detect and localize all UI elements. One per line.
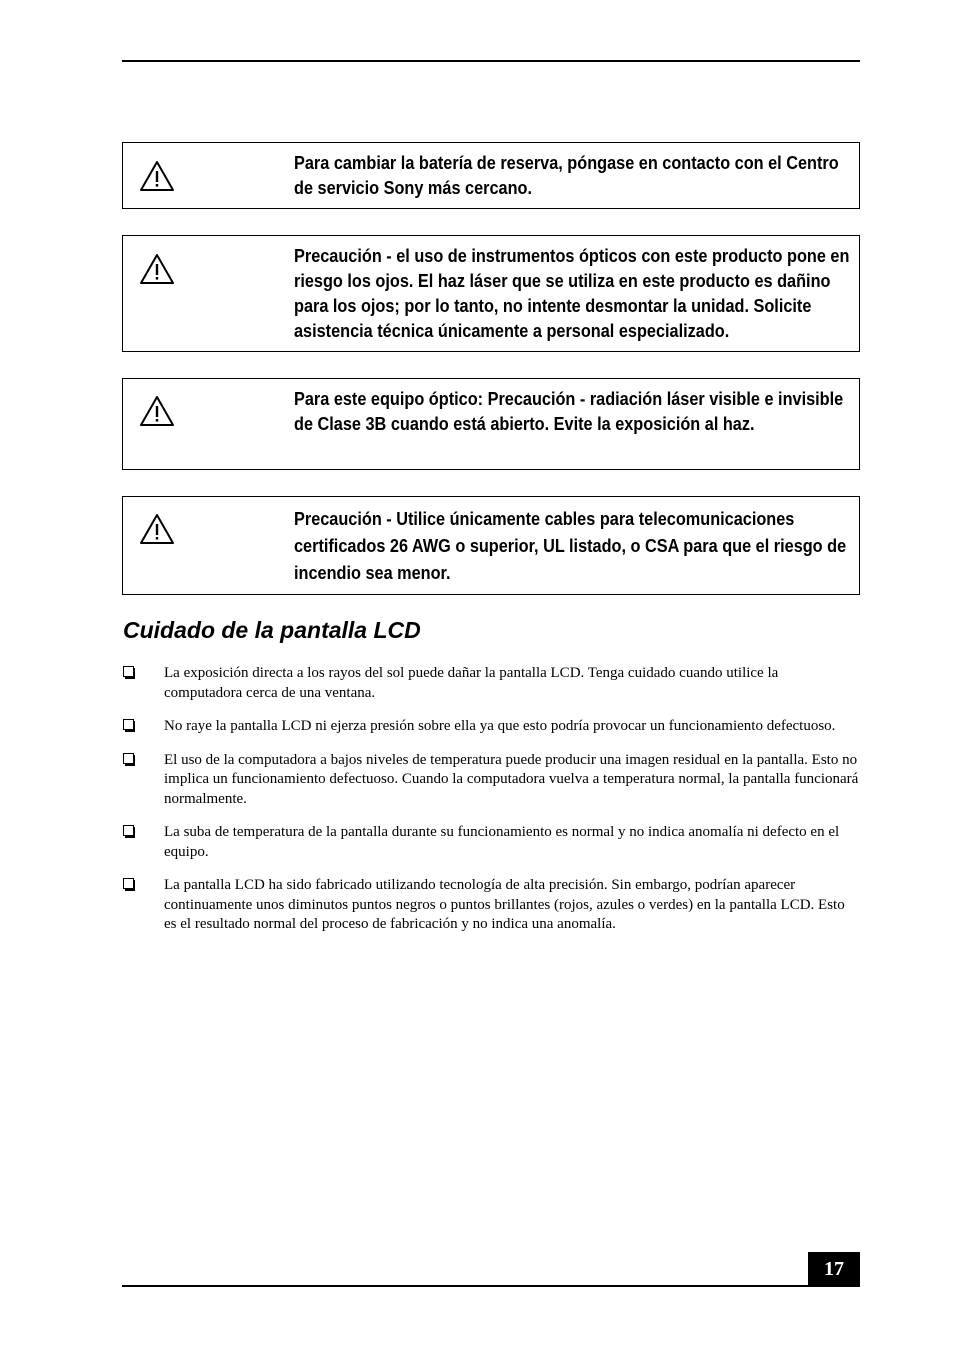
warning-triangle-icon	[139, 253, 175, 285]
checkbox-icon	[123, 719, 136, 732]
warning-box-1	[122, 142, 860, 209]
page-number: 17	[808, 1252, 860, 1287]
bullet-list	[122, 664, 860, 935]
list-item	[122, 751, 860, 810]
section-title: Cuidado de la pantalla LCD	[123, 617, 421, 643]
warning-box-2	[122, 235, 860, 352]
list-item-text: El uso de la computadora a bajos niveles de temperatura puede producir una imagen residual en la pantalla. Esto no implica un funcionamiento defectuoso. Cuando la computadora vuelva a temperatura normal, la pantalla funcionará normalmente.	[164, 751, 859, 807]
checkbox-icon	[123, 666, 136, 679]
checkbox-icon	[123, 753, 136, 766]
list-item-text: La suba de temperatura de la pantalla durante su funcionamiento es normal y no indica anomalía ni defecto en el equipo.	[164, 824, 840, 860]
warning-text: Precaución - Utilice únicamente cables para telecomunicaciones certificados 26 AWG o superior, UL listado, o CSA para que el riesgo de incendio sea menor.	[294, 508, 847, 583]
list-item	[122, 717, 860, 737]
warning-box-3	[122, 378, 860, 470]
warning-text: Para cambiar la batería de reserva, póngase en contacto con el Centro de servicio Sony más cercano.	[294, 152, 839, 198]
warning-box-4	[122, 496, 860, 595]
warning-text: Precaución - el uso de instrumentos ópticos con este producto pone en riesgo los ojos. El haz láser que se utiliza en este producto es dañino para los ojos; por lo tanto, no intente desmontar la unidad. Solicite asistencia técnica únicamente a personal especializado.	[294, 245, 850, 341]
warning-triangle-icon	[139, 513, 175, 545]
list-item	[122, 664, 860, 703]
list-item-text: La exposición directa a los rayos del sol puede dañar la pantalla LCD. Tenga cuidado cuando utilice la computadora cerca de una ventana.	[164, 665, 779, 701]
checkbox-icon	[123, 878, 136, 891]
bottom-rule	[122, 1285, 860, 1287]
warning-triangle-icon	[139, 395, 175, 427]
warning-triangle-icon	[139, 160, 175, 192]
list-item	[122, 823, 860, 862]
list-item	[122, 876, 860, 935]
list-item-text: No raye la pantalla LCD ni ejerza presión sobre ella ya que esto podría provocar un funcionamiento defectuoso.	[164, 718, 836, 734]
top-rule	[122, 60, 860, 62]
warning-text: Para este equipo óptico: Precaución - radiación láser visible e invisible de Clase 3B cuando está abierto. Evite la exposición al haz.	[294, 388, 844, 434]
list-item-text: La pantalla LCD ha sido fabricado utilizando tecnología de alta precisión. Sin embargo, podrían aparecer continuamente unos diminutos puntos negros o puntos brillantes (rojos, azules o verdes) en la pantalla LCD. Esto es el resultado normal del proceso de fabricación y no indica una anomalía.	[164, 877, 845, 932]
checkbox-icon	[123, 825, 136, 838]
